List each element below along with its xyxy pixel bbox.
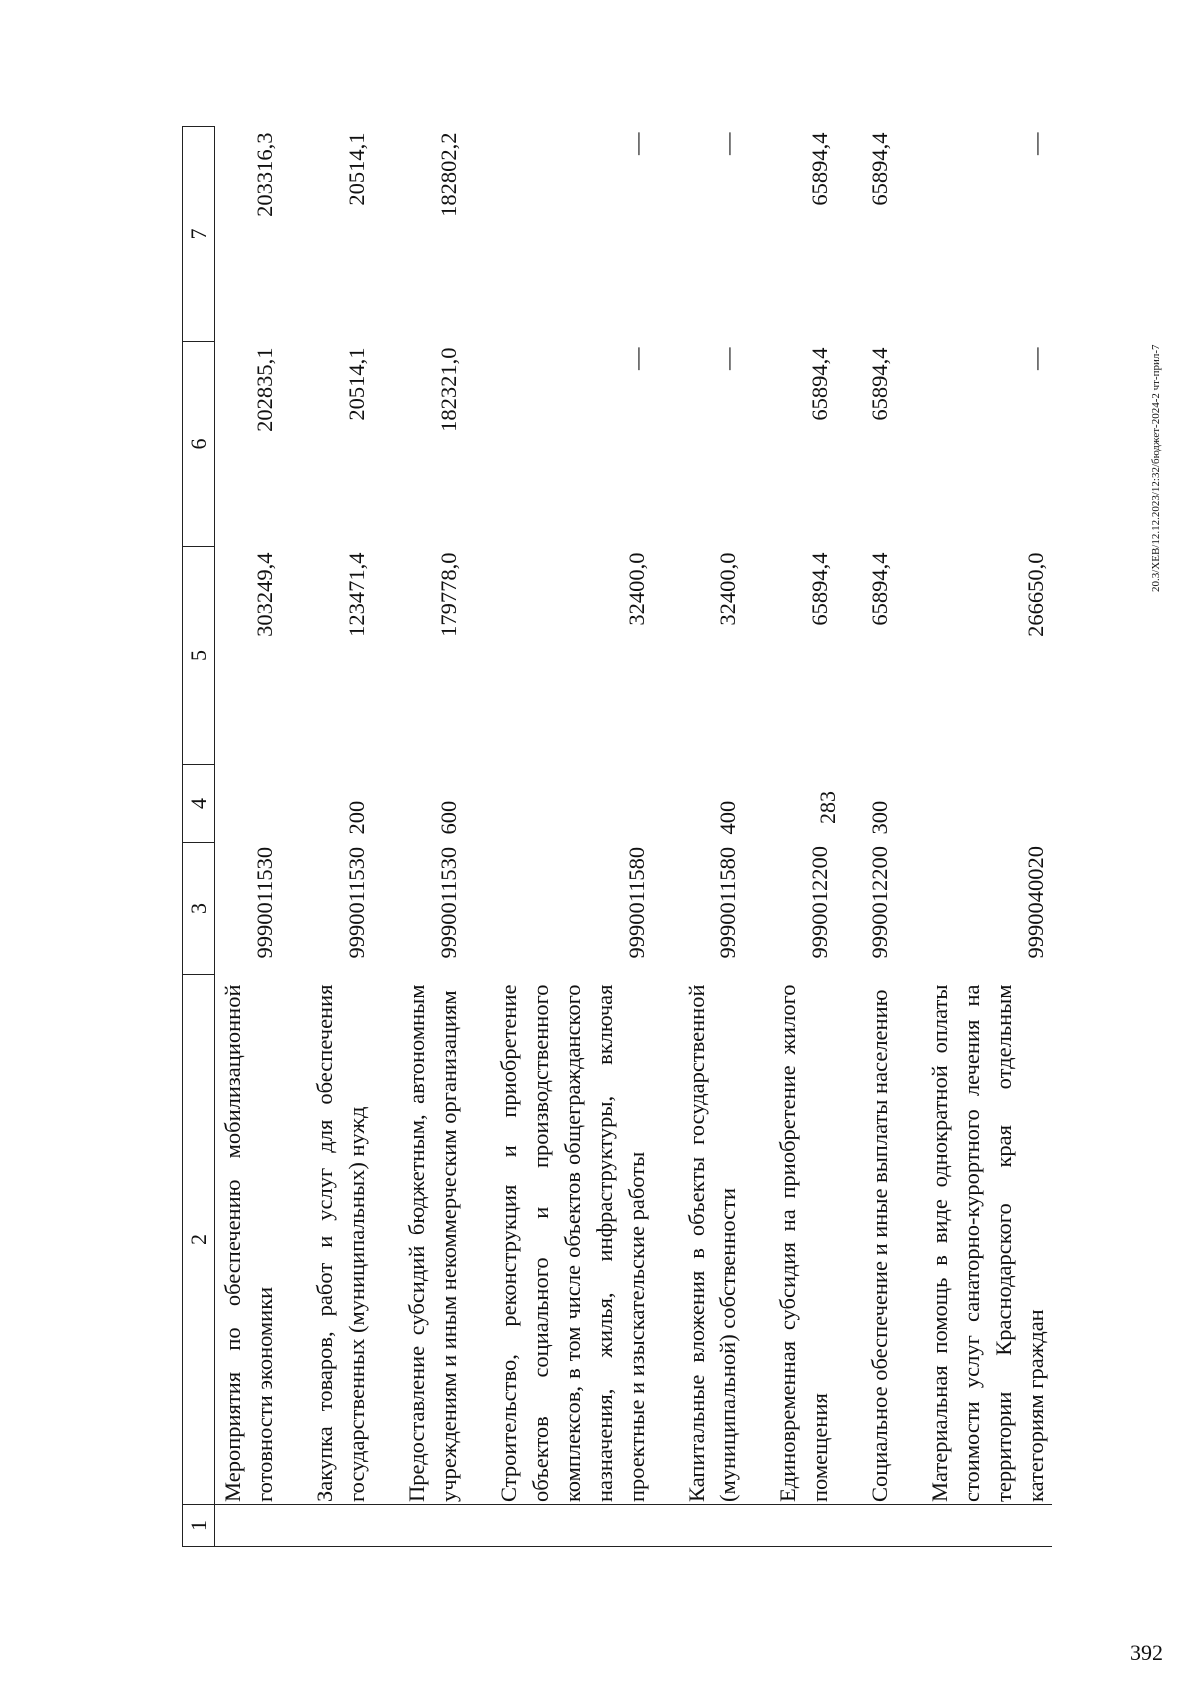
cell-col-6: — (1023, 347, 1049, 370)
cell-col-4: 200 (344, 800, 370, 835)
cell-col-6: 182321,0 (435, 347, 461, 432)
cell-col-7: — (1023, 132, 1049, 155)
row-spacer (896, 127, 922, 1547)
cell-col-7: — (715, 132, 741, 155)
header-col-2: 2 (183, 975, 215, 1505)
header-col-3: 3 (183, 843, 215, 975)
cell-col-2: Закупка товаров, работ и услуг для обеспечения государственных (муниципальных) нужд (312, 984, 370, 1502)
cell-col-4 (922, 765, 1052, 843)
page-number: 283 (815, 791, 840, 824)
table-header-row (183, 127, 215, 1547)
cell-col-5: 65894,4 (807, 552, 833, 626)
table-row (922, 127, 1052, 1547)
cell-col-6: 65894,4 (807, 347, 833, 421)
cell-col-1 (215, 1505, 281, 1547)
cell-col-7: 203316,3 (252, 132, 278, 217)
header-col-7: 7 (183, 127, 215, 342)
cell-col-6: 202835,1 (252, 347, 278, 432)
cell-col-6: — (623, 347, 649, 370)
cell-col-5: 65894,4 (867, 552, 893, 626)
cell-col-3: 9990040020 (1023, 846, 1049, 959)
cell-col-5: 123471,4 (344, 552, 370, 637)
table-row (215, 127, 281, 1547)
cell-col-5: 32400,0 (623, 552, 649, 626)
table-row (491, 127, 653, 1547)
row-spacer (281, 127, 307, 1547)
cell-col-1 (770, 1505, 836, 1547)
table-row (307, 127, 373, 1547)
cell-col-7: 65894,4 (807, 132, 833, 206)
cell-col-5: 303249,4 (252, 552, 278, 637)
row-spacer (373, 127, 399, 1547)
cell-col-2: Социальное обеспечение и иные выплаты населению (867, 989, 893, 1502)
cell-col-3: 9990011580 (623, 846, 649, 959)
cell-col-2: Строительство, реконструкция и приобретение объектов социального и производственного комплексов, в том числе объектов общегражданского назначения, жилья, инфраструктуры, включая проектные и изыскательские работы (495, 984, 649, 1502)
cell-col-3: 9990012200 (807, 846, 833, 959)
cell-col-2: Капитальные вложения в объекты государственной (муниципальной) собственности (683, 984, 741, 1502)
cell-col-6: 65894,4 (867, 347, 893, 421)
cell-col-1 (922, 1505, 1052, 1547)
table-row (679, 127, 745, 1547)
cell-col-7: 65894,4 (867, 132, 893, 206)
cell-col-7: — (623, 132, 649, 155)
cell-col-4 (491, 765, 653, 843)
budget-table (182, 126, 1052, 1547)
header-col-5: 5 (183, 547, 215, 765)
cell-col-5: 266650,0 (1023, 552, 1049, 637)
cell-col-2: Материальная помощь в виде однократной оплаты стоимости услуг санаторно-курортного лечения на территории Краснодарского края отдельным категориям граждан (927, 984, 1049, 1502)
table-row (399, 127, 465, 1547)
cell-col-3: 9990011530 (435, 846, 461, 959)
cell-col-1 (307, 1505, 373, 1547)
header-col-4: 4 (183, 765, 215, 843)
row-spacer (836, 127, 862, 1547)
cell-col-2: Мероприятия по обеспечению мобилизационной готовности экономики (220, 984, 278, 1502)
cell-col-4 (770, 765, 836, 843)
cell-col-3: 9990012200 (867, 846, 893, 959)
cell-col-6: 20514,1 (344, 347, 370, 421)
cell-col-4 (215, 765, 281, 843)
header-col-1: 1 (183, 1505, 215, 1547)
cell-col-1 (862, 1505, 896, 1547)
header-col-6: 6 (183, 342, 215, 547)
row-spacer (653, 127, 679, 1547)
cell-col-7: 20514,1 (344, 132, 370, 206)
cell-col-2: Предоставление субсидий бюджетным, автономным учреждениям и иным некоммерческим организациям (403, 984, 461, 1502)
row-spacer (744, 127, 770, 1547)
table-row (862, 127, 896, 1547)
cell-col-5: 32400,0 (715, 552, 741, 626)
cell-col-3: 9990011580 (715, 846, 741, 959)
cell-col-6: — (715, 347, 741, 370)
cell-col-5: 179778,0 (435, 552, 461, 637)
row-spacer (465, 127, 491, 1547)
cell-col-3: 9990011530 (344, 846, 370, 959)
cell-col-4: 400 (715, 800, 741, 835)
sheet-number: 392 (1130, 1640, 1163, 1665)
cell-col-2: Единовременная субсидия на приобретение жилого помещения (775, 984, 833, 1502)
cell-col-1 (491, 1505, 653, 1547)
cell-col-3: 9990011530 (252, 846, 278, 959)
cell-col-1 (399, 1505, 465, 1547)
cell-col-7: 182802,2 (435, 132, 461, 217)
table-row (770, 127, 836, 1547)
footer-code: 20.3/ХЕВ/12.12.2023/12:32/бюджет-2024-2 чт-прил-7 (1150, 344, 1162, 592)
cell-col-4: 300 (867, 800, 893, 835)
cell-col-4: 600 (435, 800, 461, 835)
cell-col-1 (679, 1505, 745, 1547)
